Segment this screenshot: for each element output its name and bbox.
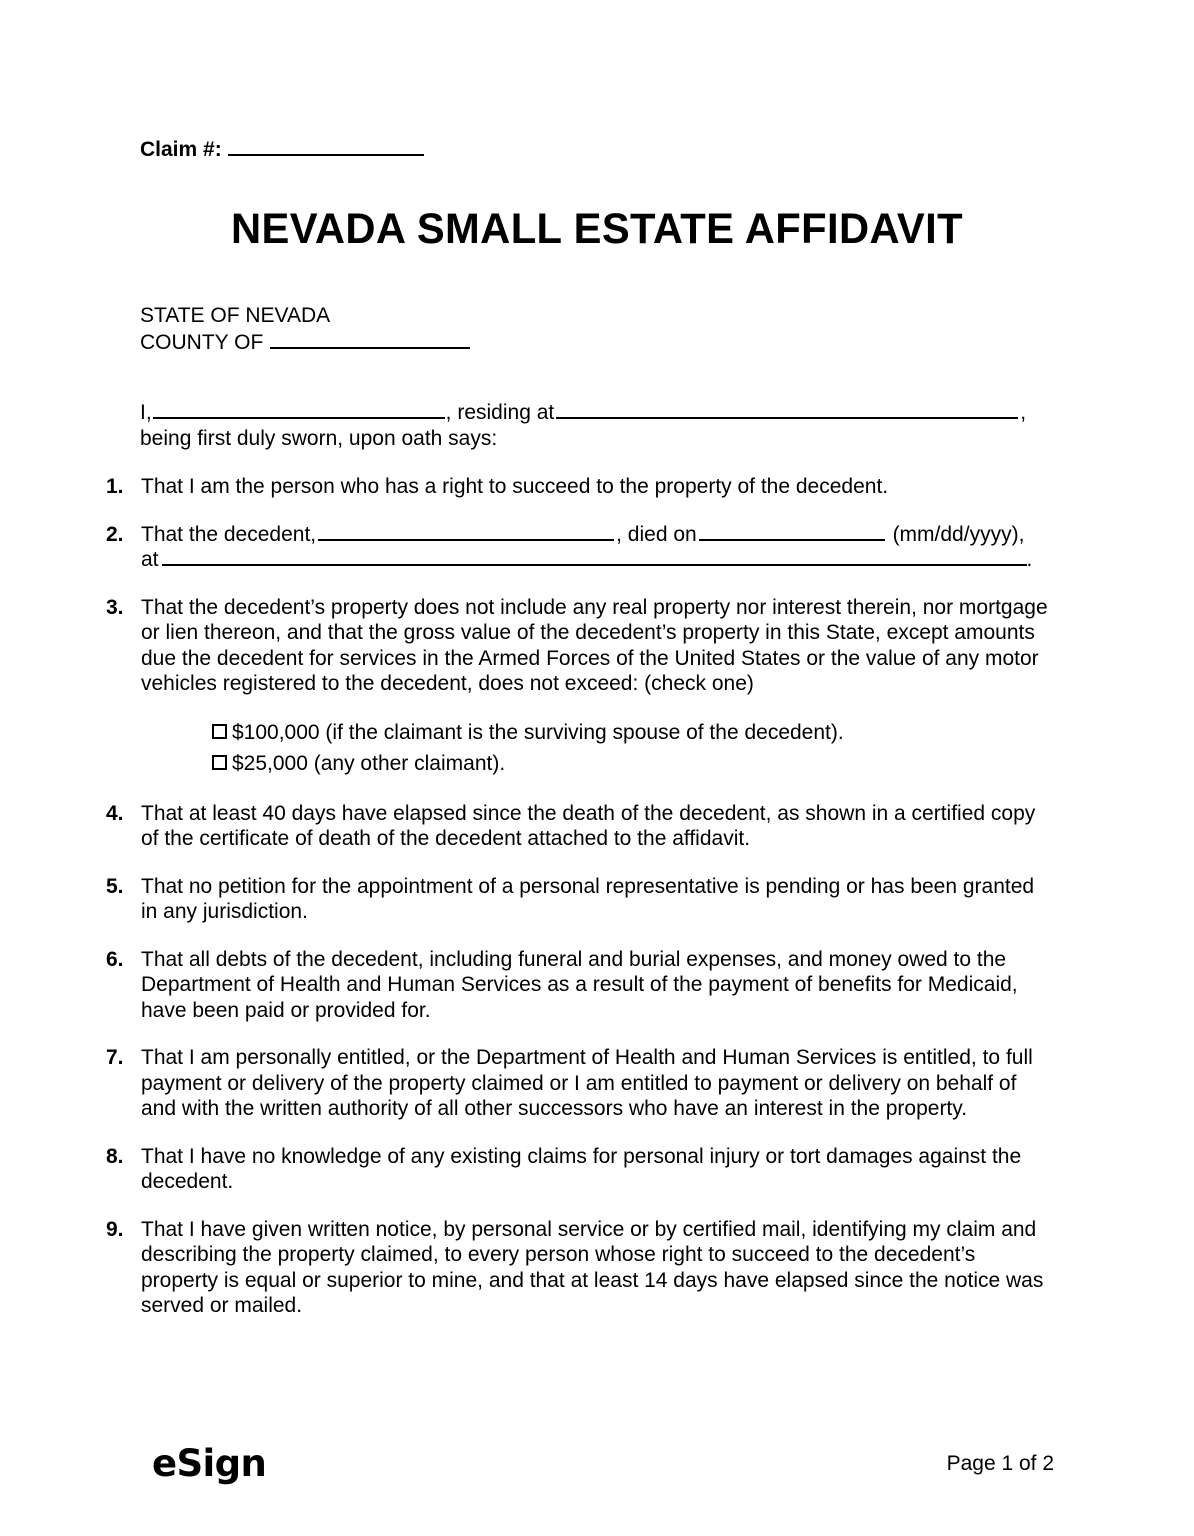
item-text: That I have given written notice, by personal service or by certified mail, identifying my claim and describing the property claimed, to every person whose right to succeed to the decedent’s property is equal or superior to mine, and that at least 14 days have elapsed since the notice was served or mailed. — [141, 1217, 1044, 1317]
item-number: 6. — [106, 947, 124, 971]
affiant-intro — [140, 400, 1052, 452]
item2-at-line — [141, 547, 1056, 573]
county-label: COUNTY OF — [140, 331, 264, 354]
venue-block — [140, 302, 470, 356]
list-item — [106, 801, 1056, 852]
list-item — [106, 874, 1056, 925]
affiant-address-field[interactable] — [556, 400, 1018, 419]
decedent-name-field[interactable] — [318, 522, 614, 541]
list-item — [106, 474, 1056, 500]
item-text: That I am the person who has a right to succeed to the property of the decedent. — [141, 475, 889, 498]
item2-lead: That the decedent, — [141, 522, 317, 546]
statements-list — [106, 474, 1056, 1341]
page-indicator: Page 1 of 2 — [946, 1452, 1054, 1475]
item-text: That no petition for the appointment of a personal representative is pending or has been granted in any jurisdiction. — [141, 874, 1035, 923]
item-text: That all debts of the decedent, including funeral and burial expenses, and money owed to the Department of Health and Human Services as a result of the payment of benefits for Medicaid, have been paid or provided for. — [141, 947, 1018, 1022]
option-row[interactable] — [212, 748, 1056, 779]
list-item — [106, 947, 1056, 1024]
option-row[interactable] — [212, 717, 1056, 748]
item-text: That I have no knowledge of any existing claims for personal injury or tort damages against the decedent. — [141, 1144, 1022, 1193]
esign-logo: eSign — [152, 1442, 267, 1485]
item-number: 2. — [106, 522, 124, 546]
claim-number-label: Claim #: — [140, 138, 222, 161]
item2-period: . — [1026, 548, 1033, 571]
page-title: NEVADA SMALL ESTATE AFFIDAVIT — [231, 205, 963, 253]
option-label: $100,000 (if the claimant is the surviving spouse of the decedent). — [232, 720, 844, 744]
item-number: 1. — [106, 475, 124, 498]
list-item — [106, 522, 1056, 573]
claim-number-field[interactable] — [228, 137, 424, 156]
list-item — [106, 1217, 1056, 1319]
item-text: That at least 40 days have elapsed since the death of the decedent, as shown in a certified copy of the certificate of death of the decedent attached to the affidavit. — [141, 801, 1036, 850]
death-date-field[interactable] — [699, 522, 885, 541]
item2-at-label: at — [141, 548, 159, 571]
item-number: 5. — [106, 874, 124, 898]
item-text: That I am personally entitled, or the Department of Health and Human Services is entitled, to full payment or delivery of the property claimed or I am entitled to payment or delivery on behalf of and with the written authority of all other successors who have an interest in the property. — [141, 1046, 1033, 1120]
item-text — [141, 522, 1056, 573]
county-field[interactable] — [270, 330, 470, 349]
list-item — [106, 1045, 1056, 1122]
intro-i-prefix: I, — [140, 401, 152, 424]
intro-residing-at: , residing at — [445, 401, 555, 424]
affiant-name-field[interactable] — [153, 400, 445, 419]
claim-number-row — [140, 136, 424, 164]
list-item — [106, 1144, 1056, 1195]
item-number: 9. — [106, 1217, 124, 1241]
state-line: STATE OF NEVADA — [140, 304, 331, 327]
death-place-field[interactable] — [162, 547, 1027, 566]
item-number: 4. — [106, 801, 124, 825]
item-number: 8. — [106, 1144, 124, 1168]
checkbox-25000[interactable] — [212, 755, 227, 770]
item-text: That the decedent’s property does not include any real property nor interest therein, nor mortgage or lien thereon, and that the gross value of the decedent’s property in this State, except amounts due the decedent for services in the Armed Forces of the United States or the value of any motor vehicles registered to the decedent, does not exceed: (check one) — [141, 595, 1048, 695]
item-number: 3. — [106, 595, 124, 619]
list-item — [106, 595, 1056, 779]
value-threshold-options — [212, 717, 1056, 779]
oath-line: being first duly sworn, upon oath says: — [140, 427, 498, 450]
option-label: $25,000 (any other claimant). — [232, 751, 506, 775]
item-number: 7. — [106, 1046, 124, 1069]
checkbox-100000[interactable] — [212, 724, 227, 739]
county-line — [140, 329, 470, 356]
item2-mid: , died on — [616, 522, 697, 546]
intro-trailing-comma: , — [1020, 401, 1027, 424]
date-format-hint: (mm/dd/yyyy), — [892, 522, 1025, 546]
